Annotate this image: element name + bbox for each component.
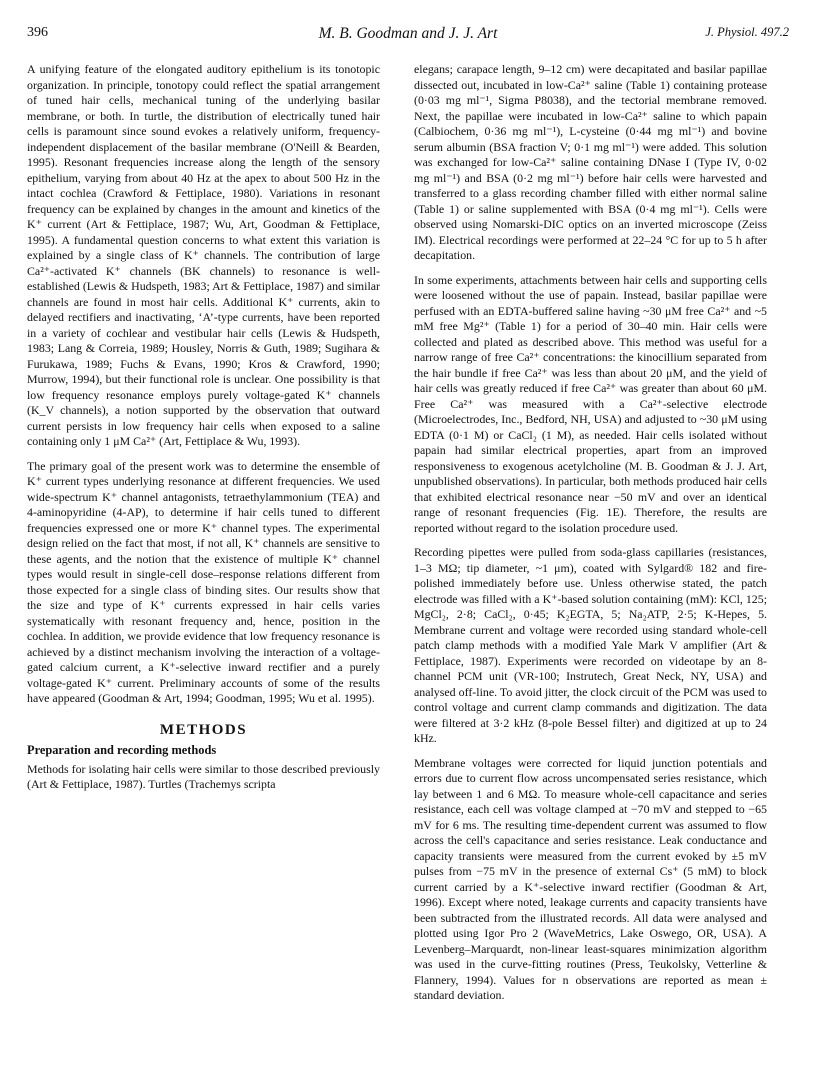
paragraph-tonotopy: A unifying feature of the elongated auditory epithelium is its tonotopic organization. In principle, tonotopy could reflect the spatial arrangement of tuned hair cells, mechanical tuning of the underlying basilar membrane, or both. In turtle, the distribution of electrically tuned hair cells is paramount since sound evokes a relatively uniform, frequency-independent displacement of the basilar membrane (O'Neill & Bearden, 1995). Resonant frequencies increase along the length of the sensory epithelium, varying from about 40 Hz at the apex to about 500 Hz in the intact cochlea (Crawford & Fettiplace, 1980). Variations in resonant frequency can be explained by changes in the amount and kinetics of the K⁺ current (Art & Fettiplace, 1987; Wu, Art, Goodman & Fettiplace, 1995). A fundamental question concerns to what extent this variation is explained by a single class of K⁺ channels. The contribution of large Ca²⁺-activated K⁺ channels (BK channels) to resonance is well-established (Lewis & Hudspeth, 1983; Art & Fettiplace, 1987) and similar channels are found in most hair cells. Additional K⁺ currents, akin to delayed rectifiers and inactivating, ‘A’-type currents, have been reported in a variety of cochlear and vestibular hair cells (Lewis & Hudspeth, 1983; Lang & Correia, 1989; Housley, Norris & Guth, 1989; Sugihara & Furukawa, 1989; Fuchs & Evans, 1990; Kros & Crawford, 1990; Murrow, 1994), but their functional role is unclear. One possibility is that low frequency resonance employs purely voltage-gated K⁺ channels (K_V channels), a notion supported by the observation that outward current persists in low frequency hair cells when exposed to a saline containing only 1 μM Ca²⁺ (Art, Fettiplace & Wu, 1993). [27,62,380,448]
paragraph-recording-pipettes: Recording pipettes were pulled from soda-glass capillaries (resistances, 1–3 MΩ; tip diameter, ~1 μm), coated with Sylgard® 182 and fire-polished immediately before use. Unless otherwise stated, the patch electrode was filled with a K⁺-based solution containing (mM): KCl, 125; MgCl₂, 2·8; CaCl₂, 0·45; K₂EGTA, 5; Na₂ATP, 2·5; K-Hepes, 5. Membrane current and voltage were recorded using standard whole-cell patch clamp methods with a modified Yale Mark V amplifier (Art & Fettiplace, 1987). Experiments were recorded on videotape by an 8-channel PCM unit (VR-100; Instrutech, Great Neck, NY, USA) and analysed off-line. To avoid jitter, the clock circuit of the PCM was used to control voltage and current clamp commands and digitization. The data were filtered at 3·2 kHz (8-pole Bessel filter) and digitized at up to 24 kHz. [414,545,767,745]
section-title-methods: METHODS [159,721,248,738]
right-column [414,62,767,1004]
paragraph-dissection: elegans; carapace length, 9–12 cm) were decapitated and basilar papillae dissected out, incubated in low-Ca²⁺ saline (Table 1) containing protease (0·03 mg ml⁻¹, Sigma P8038), and the tectorial membrane removed. Next, the papillae were incubated in low-Ca²⁺ saline to which papain (Calbiochem, 0·36 mg ml⁻¹), L-cysteine (0·44 mg ml⁻¹) and bovine serum albumin (BSA fraction V; 0·1 mg ml⁻¹) were added. This solution was exchanged for low-Ca²⁺ saline containing DNase I (Type IV, 0·02 mg ml⁻¹) and BSA (0·2 mg ml⁻¹) before hair cells were harvested and transferred to a glass recording chamber filled with either normal saline (Table 1) or saline supplemented with BSA (0·4 mg ml⁻¹). Cells were observed using Nomarski-DIC optics on an inverted microscope (Zeiss IM). Electrical recordings were performed at 22–24 °C for up to 5 h after decapitation. [414,62,767,262]
page-header [27,25,789,47]
page-number: 396 [27,25,48,40]
left-column [27,62,380,793]
paragraph-membrane-voltages: Membrane voltages were corrected for liquid junction potentials and errors due to current flow across uncompensated series resistance, which lay between 1 and 6 MΩ. To measure whole-cell capacitance and series resistance, each cell was voltage clamped at −70 mV and stepped to −65 mV for 6 ms. The resulting time-dependent current was assumed to flow across the cell's capacitance and series resistance. Leak conductance and capacity transients were measured from the current evoked by ±5 mV pulses from −75 mV in the presence of external Cs⁺ (5 mM) to block current carried by a K⁺-selective inward rectifier (Goodman & Art, 1996). Except where noted, leakage currents and capacity transients have been subtracted from the illustrated records. All data were analysed and plotted using Igor Pro 2 (WaveMetrics, Lake Oswego, OR, USA). A Levenberg–Marquardt, non-linear least-squares minimization algorithm was used in the curve-fitting routines (Press, Teukolsky, Vetterline & Flannery, 1994). Values for n observations are reported as mean ± standard deviation. [414,755,767,1002]
paragraph-isolation-methods: Methods for isolating hair cells were similar to those described previously (Art & Fettiplace, 1987). Turtles (Trachemys scripta [27,761,380,791]
paragraph-goal: The primary goal of the present work was to determine the ensemble of K⁺ current types underlying resonance at different frequencies. We used wide-spectrum K⁺ channel antagonists, tetraethylammonium (TEA) and 4-aminopyridine (4-AP), to determine if hair cells tuned to different frequencies expressed one or more K⁺ channel types. The experimental design relied on the fact that most, if not all, K⁺ channels are sensitive to these agents, and the notion that the existence of multiple K⁺ channel types would result in single-cell dose–response relations different from those expected for a single class of binding sites. Our results show that the size and type of K⁺ currents expressed in hair cells varies systematically with resonant frequency and, hence, position in the cochlea. In addition, we provide evidence that low frequency resonance is achieved by a distinct mechanism involving the interaction of a voltage-gated calcium current, a K⁺-selective inward rectifier and a purely voltage-gated K⁺ current. Preliminary accounts of some of the results have appeared (Goodman & Art, 1994; Goodman, 1995; Wu et al. 1995). [27,458,380,705]
paragraph-edta-isolation: In some experiments, attachments between hair cells and supporting cells were loosened without the use of papain. Instead, basilar papillae were perfused with an EDTA-buffered saline having ~30 μM free Ca²⁺ and ~5 mM free Mg²⁺ (Table 1) for a period of 30–40 min. Hair cells were collected and plated as described above. This method was useful for a narrow range of free Ca²⁺ concentrations: the kinocillium separated from the hair bundle if free Ca²⁺ was less than about 20 μM, and the yield of hair cells was greatly reduced if free Ca²⁺ was greater than about 60 μM. Free Ca²⁺ was measured with a Ca²⁺-selective electrode (Microelectrodes, Inc., Bedford, NH, USA) and adjusted to ~30 μM using EDTA (0·1 M) or CaCl₂ (1 M), as needed. Hair cells isolated without papain had similar electrical properties, apart from an improved responsiveness to exogenous acetylcholine (M. B. Goodman & J. J. Art, unpublished observations). In particular, both methods produced hair cells that exhibited electrical resonance near −50 mV and over an identical range of resonant frequencies (Fig. 1E). Therefore, the results are reported without regard to the isolation procedure used. [414,272,767,535]
subsection-title-preparation: Preparation and recording methods [27,743,217,757]
running-authors: M. B. Goodman and J. J. Art [318,25,498,42]
journal-reference: J. Physiol. 497.2 [705,25,789,39]
